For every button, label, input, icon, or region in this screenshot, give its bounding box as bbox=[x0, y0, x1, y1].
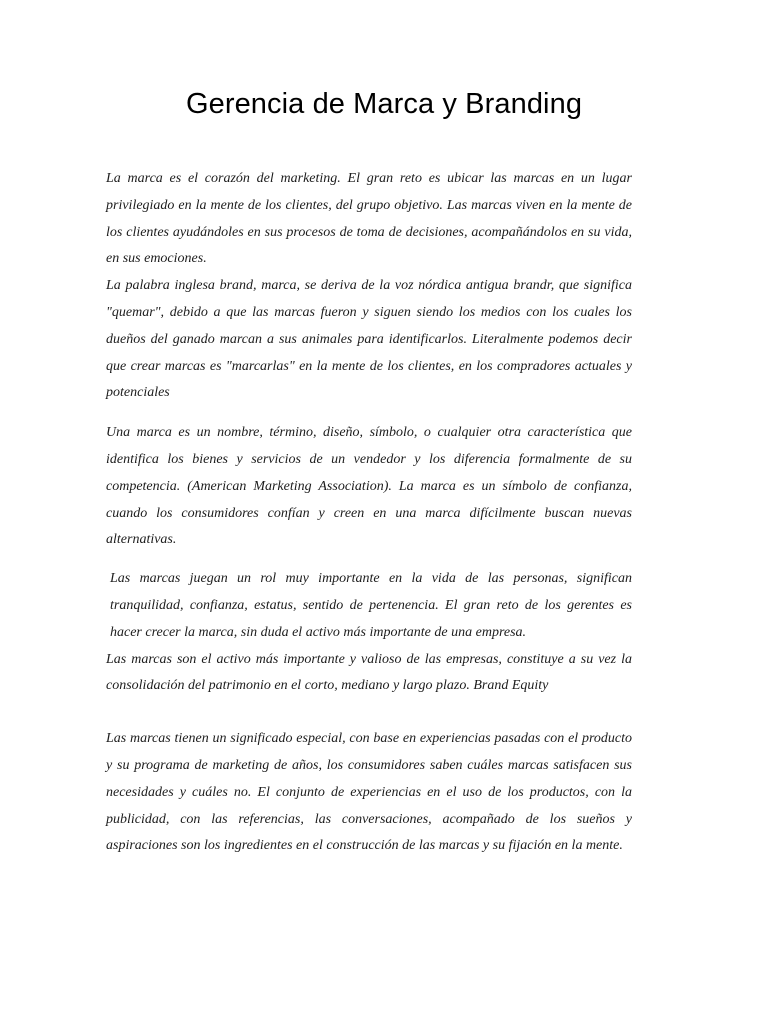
document-body bbox=[106, 166, 632, 860]
paragraph-marca-corazon: La marca es el corazón del marketing. El gran reto es ubicar las marcas en un lugar privilegiado en la mente de los clientes, del grupo objetivo. Las marcas viven en la mente de los clientes ayudándoles en sus procesos de toma de decisiones, acompañándolos en su vida, en sus emociones. bbox=[106, 171, 632, 267]
paragraph-palabra-brand: La palabra inglesa brand, marca, se deriva de la voz nórdica antigua brandr, que significa "quemar", debido a que las marcas fueron y siguen siendo los medios con los cuales los dueños del ganado marcan a sus animales para identificarlos. Literalmente podemos decir que crear marcas es "marcarlas" en la mente de los clientes, en los compradores actuales y potenciales bbox=[106, 278, 632, 401]
document-title: Gerencia de Marca y Branding bbox=[185, 88, 583, 120]
paragraph-definicion-marca: Una marca es un nombre, término, diseño, símbolo, o cualquier otra característica que identifica los bienes y servicios de un vendedor y los diferencia formalmente de su competencia. (American Marketing Association). La marca es un símbolo de confianza, cuando los consumidores confían y creen en una marca difícilmente buscan nuevas alternativas. bbox=[106, 425, 632, 548]
paragraph-activo-marcas: Las marcas son el activo más importante y valioso de las empresas, constituye a su vez la consolidación del patrimonio en el corto, mediano y largo plazo. Brand Equity bbox=[106, 651, 632, 694]
paragraph-significado-marcas: Las marcas tienen un significado especial, con base en experiencias pasadas con el producto y su programa de marketing de años, los consumidores saben cuáles marcas satisfacen sus necesidades y cuáles no. El conjunto de experiencias en el uso de los productos, con la publicidad, con las referencias, las conversaciones, acompañado de los sueños y aspiraciones son los ingredientes en el construcción de las marcas y su fijación en la mente. bbox=[106, 731, 632, 854]
paragraph-rol-marcas: Las marcas juegan un rol muy importante en la vida de las personas, significan tranquilidad, confianza, estatus, sentido de pertenencia. El gran reto de los gerentes es hacer crecer la marca, sin duda el activo más importante de una empresa. bbox=[110, 571, 632, 640]
